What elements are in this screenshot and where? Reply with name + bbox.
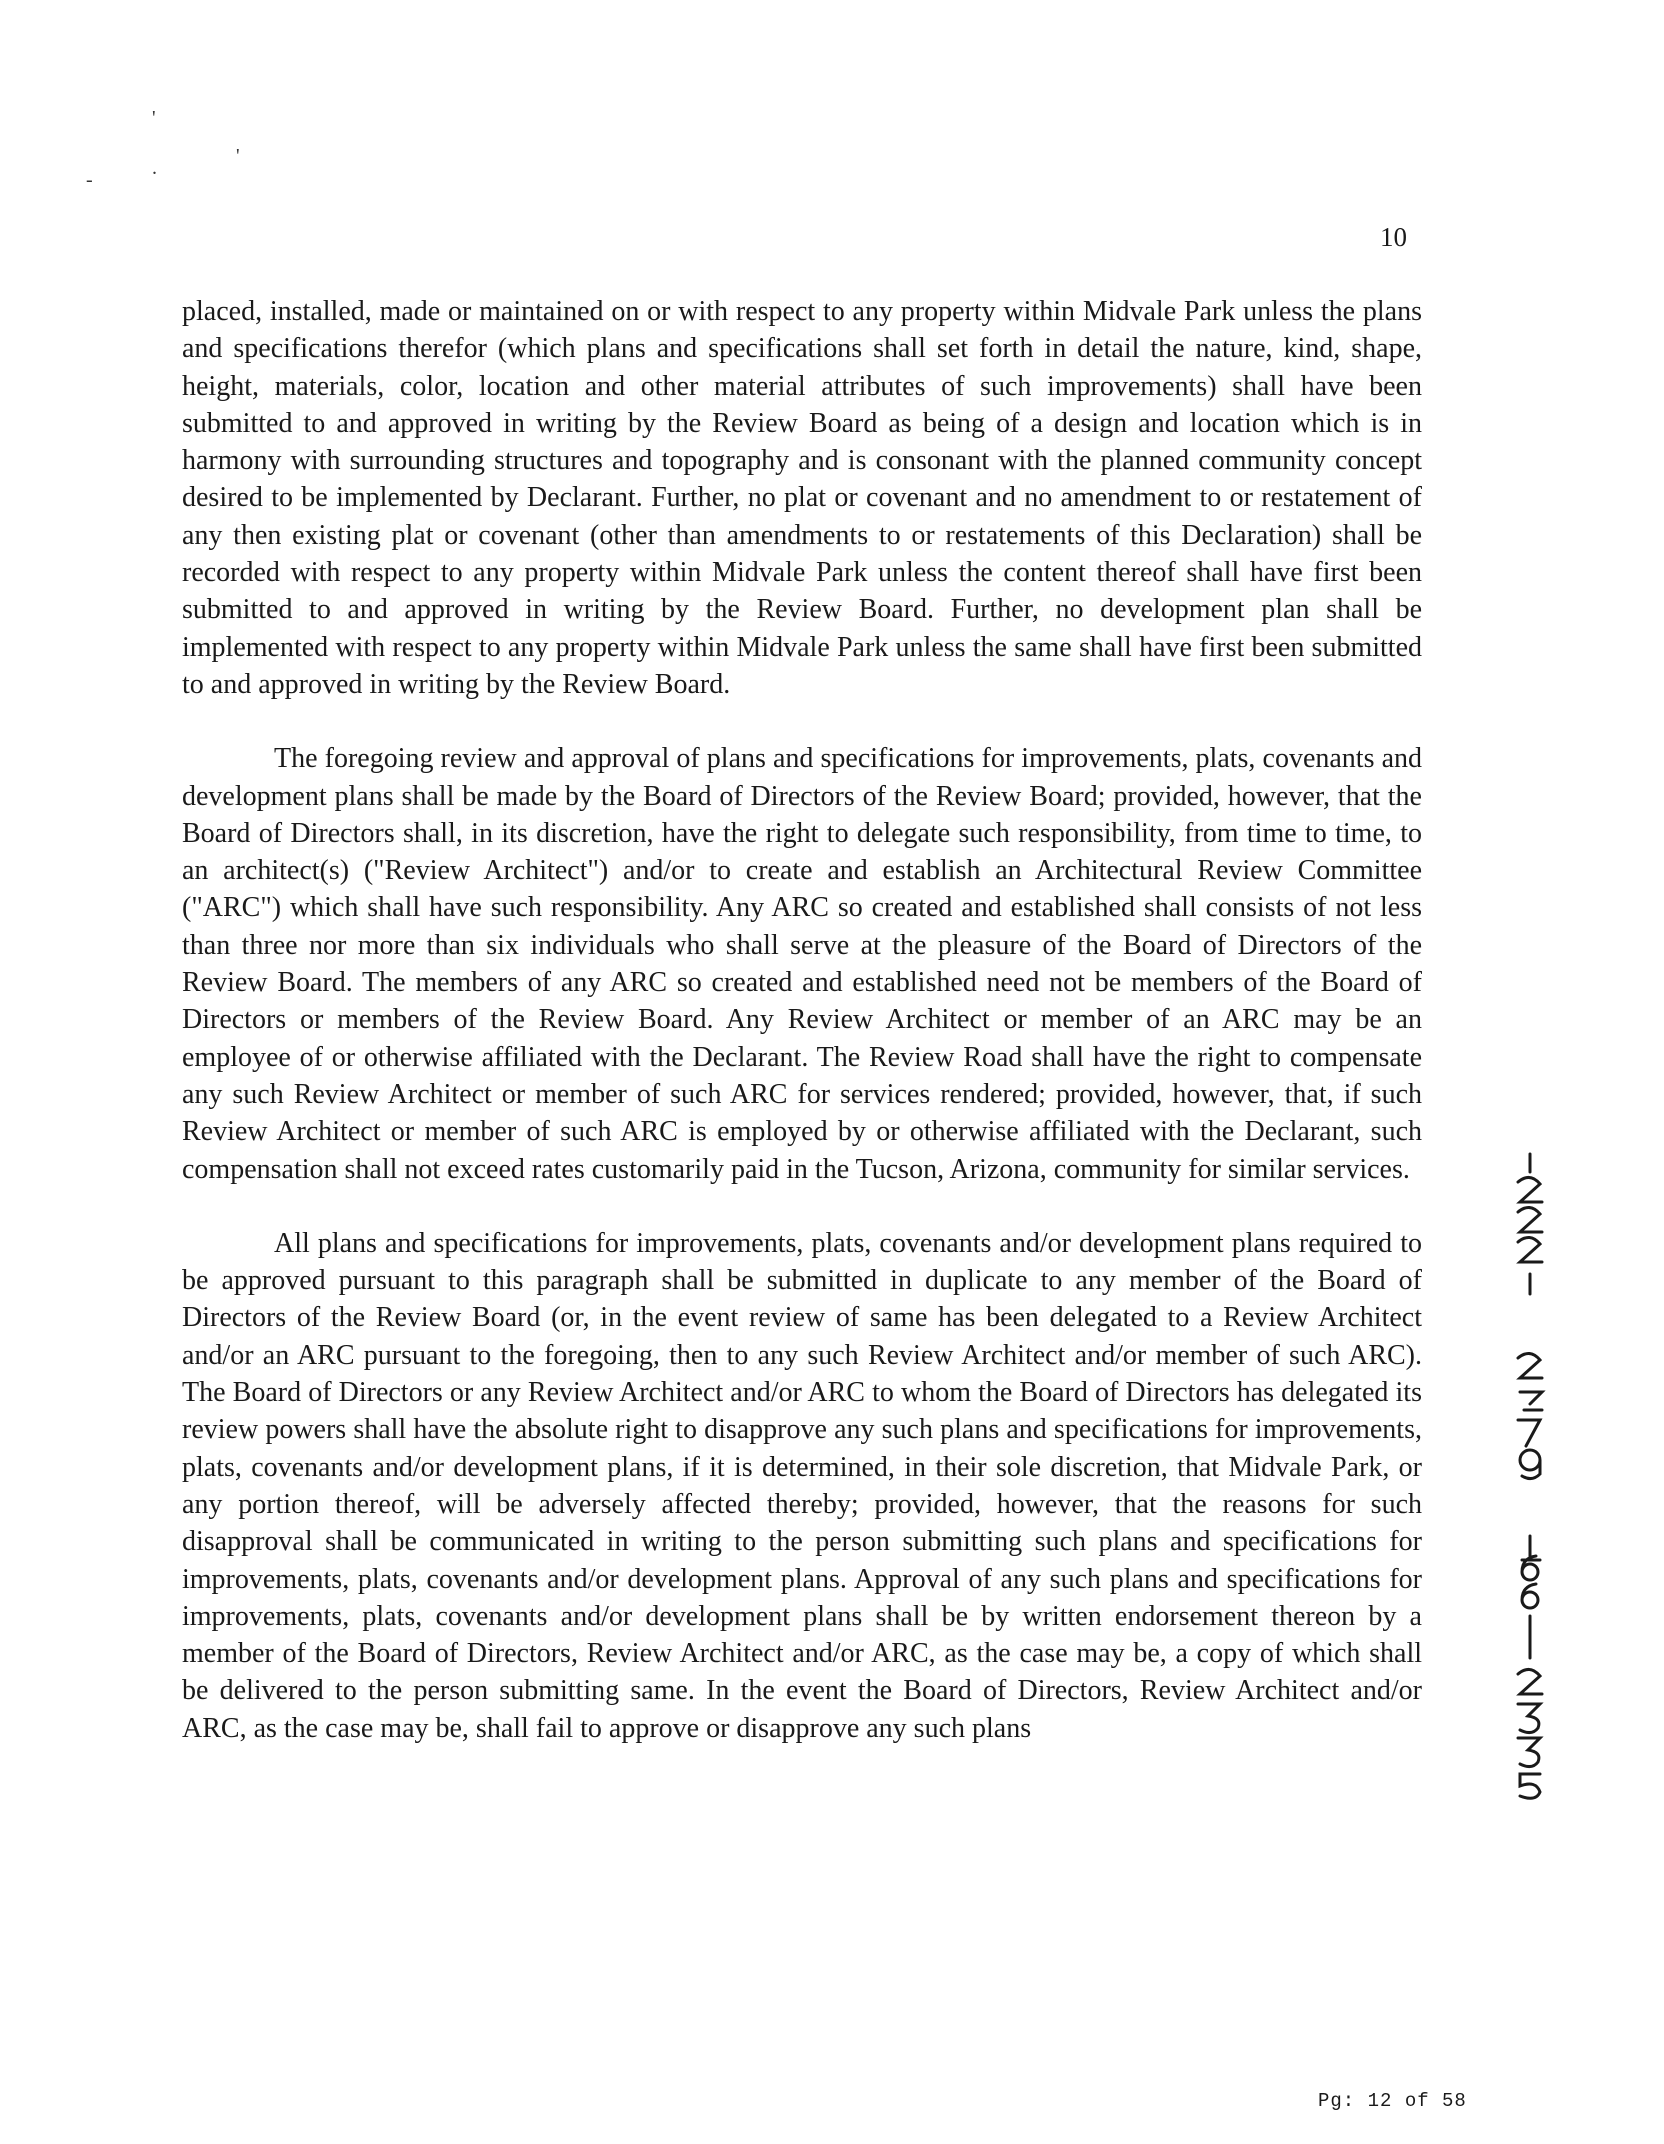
- scan-speck: -: [86, 169, 93, 191]
- recording-stamp-glyphs: [1518, 1154, 1542, 1798]
- scan-speck: ': [152, 107, 156, 129]
- paragraph-submission: All plans and specifications for improvements, plats, covenants and/or development plans required to be approved pursuant to this paragraph shall be submitted in duplicate to any member of the Board of Directors of the Review Board (or, in the event review of same has been delegated to a Review Architect and/or an ARC pursuant to the foregoing, then to any such Review Architect and/or member of such ARC). The Board of Directors or any Review Architect and/or ARC to whom the Board of Directors has delegated its review powers shall have the absolute right to disapprove any such plans and specifications for improvements, plats, covenants and/or development plans, if it is determined, in their sole discretion, that Midvale Park, or any portion thereof, will be adversely affected thereby; provided, however, that the reasons for such disapproval shall be communicated in writing to the person submitting such plans and specifications for improvements, plats, covenants and/or development plans. Approval of any such plans and specifications for improvements, plats, covenants and/or development plans shall be by written endorsement thereon by a member of the Board of Directors, Review Architect and/or ARC, as the case may be, a copy of which shall be delivered to the person submitting same. In the event the Board of Directors, Review Architect and/or ARC, as the case may be, shall fail to approve or disapprove any such plans: [182, 1227, 1422, 1744]
- document-body: [182, 293, 1422, 1747]
- recording-stamp: [1500, 1148, 1560, 1868]
- paragraph-review-delegation: The foregoing review and approval of plans and specifications for improvements, plats, covenants and development plans shall be made by the Board of Directors of the Review Board; provided, however, that the Board of Directors shall, in its discretion, have the right to delegate such responsibility, from time to time, to an architect(s) ("Review Architect") and/or to create and establish an Architectural Review Committee ("ARC") which shall have such responsibility. Any ARC so created and established shall consists of not less than three nor more than six individuals who shall serve at the pleasure of the Board of Directors of the Review Board. The members of any ARC so created and established need not be members of the Board of Directors or members of the Review Board. Any Review Architect or member of an ARC may be an employee of or otherwise affiliated with the Declarant. The Review Road shall have the right to compensate any such Review Architect or member of such ARC for services rendered; provided, however, that, if such Review Architect or member of such ARC is employed by or otherwise affiliated with the Declarant, such compensation shall not exceed rates customarily paid in the Tucson, Arizona, community for similar services.: [182, 743, 1422, 1185]
- scan-speck: ': [236, 145, 240, 167]
- scan-speck: .: [152, 157, 157, 179]
- paragraph-continued: placed, installed, made or maintained on or with respect to any property within Midvale Park unless the plans and specifications therefor (which plans and specifications shall set forth in detail the nature, kind, shape, height, materials, color, location and other material attributes of such improvements) shall have been submitted to and approved in writing by the Review Board as being of a design and location which is in harmony with surrounding structures and topography and is consonant with the planned community concept desired to be implemented by Declarant. Further, no plat or covenant and no amendment to or restatement of any then existing plat or covenant (other than amendments to or restatements of this Declaration) shall be recorded with respect to any property within Midvale Park unless the content thereof shall have first been submitted to and approved in writing by the Review Board. Further, no development plan shall be implemented with respect to any property within Midvale Park unless the same shall have first been submitted to and approved in writing by the Review Board.: [182, 296, 1422, 700]
- recording-stamp-graphic: [1500, 1148, 1560, 1868]
- footer-page-count: Pg: 12 of 58: [1318, 2090, 1467, 2112]
- page-number: 10: [1380, 222, 1407, 252]
